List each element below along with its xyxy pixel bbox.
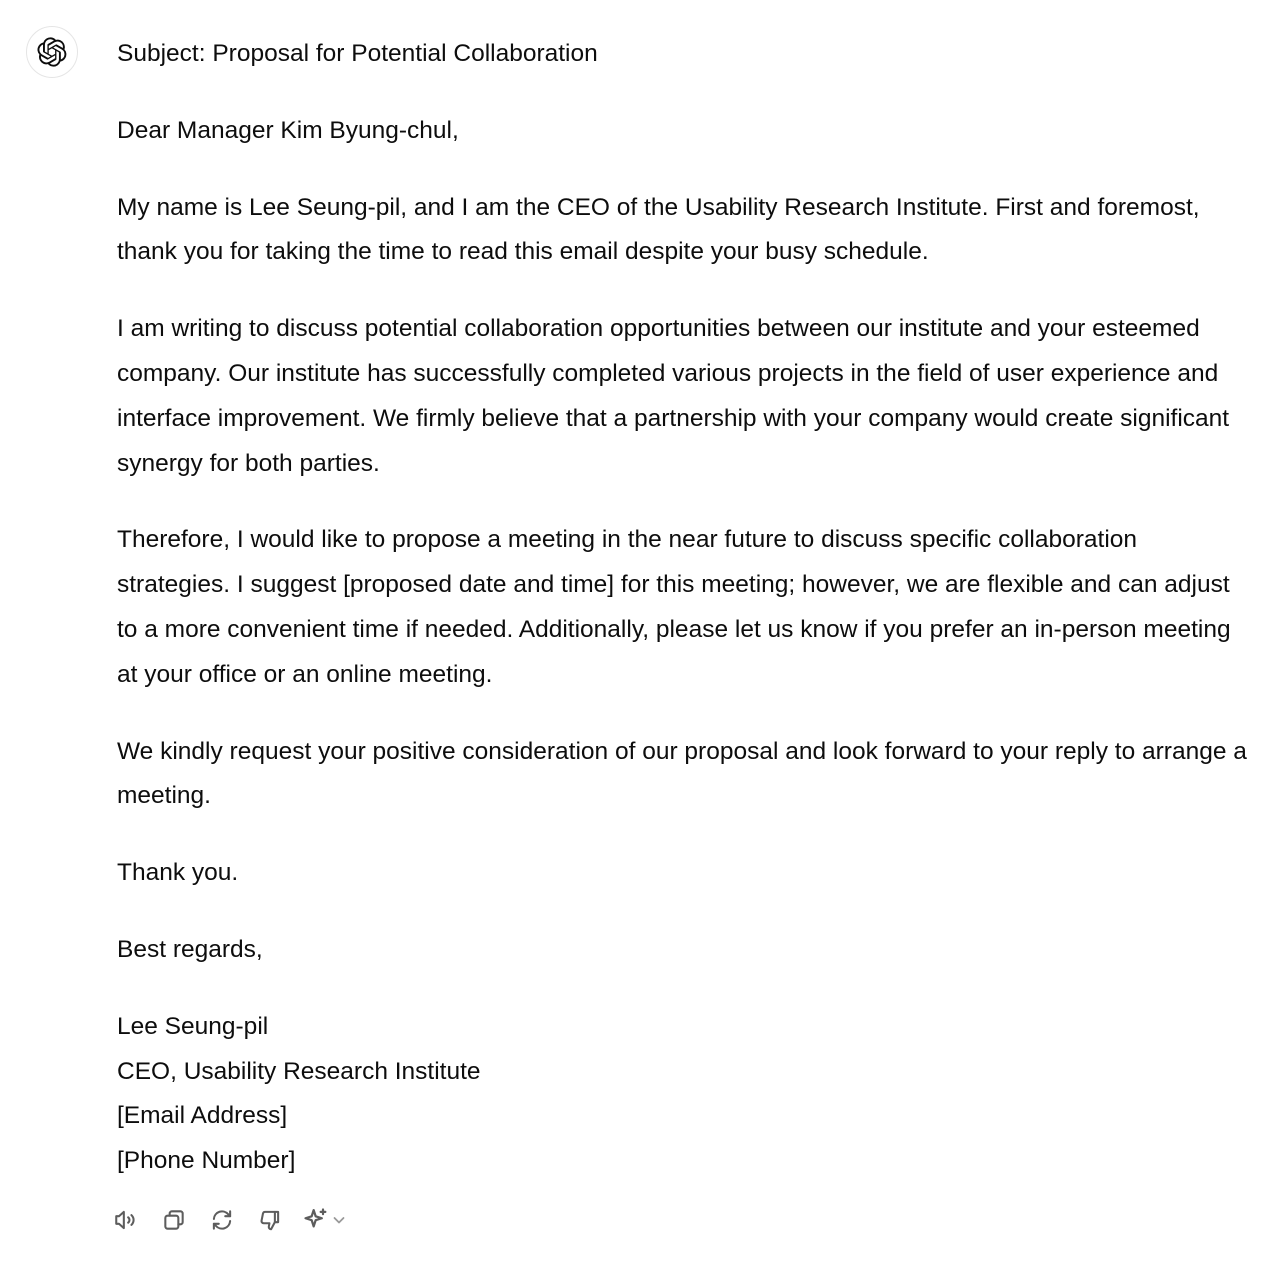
switch-model-button[interactable] [302, 1204, 347, 1236]
signature-name: Lee Seung-pil [117, 1012, 269, 1040]
email-paragraph-meeting: Therefore, I would like to propose a meeting in the near future to discuss specific collaboration strategies. I suggest [proposed date and time] for this meeting; however, we are flexible and can adjust to a more convenient time if needed. Additionally, please let us know if you prefer an in-person meeting at your office or an online meeting. [117, 526, 1231, 688]
signature-title: CEO, Usability Research Institute [117, 1057, 481, 1085]
email-closing: Best regards, [117, 935, 263, 963]
sparkle-icon [302, 1206, 330, 1234]
assistant-message [117, 32, 1247, 1184]
email-paragraph-request: We kindly request your positive consideration of our proposal and look forward to your reply to arrange a meeting. [117, 737, 1247, 810]
email-thanks: Thank you. [117, 859, 239, 887]
openai-logo-icon [37, 37, 67, 67]
email-greeting: Dear Manager Kim Byung-chul, [117, 116, 459, 144]
copy-button[interactable] [158, 1204, 190, 1236]
refresh-icon [209, 1207, 235, 1233]
email-signature [117, 1005, 1247, 1184]
copy-icon [161, 1207, 187, 1233]
read-aloud-button[interactable] [110, 1204, 142, 1236]
email-paragraph-intro: My name is Lee Seung-pil, and I am the CEO of the Usability Research Institute. First and foremost, thank you for taking the time to read this email despite your busy schedule. [117, 193, 1200, 266]
signature-phone: [Phone Number] [117, 1147, 296, 1175]
speaker-icon [113, 1207, 139, 1233]
chevron-down-icon [331, 1212, 347, 1228]
email-subject: Subject: Proposal for Potential Collaboration [117, 40, 598, 67]
bad-response-button[interactable] [254, 1204, 286, 1236]
regenerate-button[interactable] [206, 1204, 238, 1236]
thumbs-down-icon [257, 1207, 283, 1233]
assistant-avatar [26, 26, 78, 78]
email-paragraph-proposal: I am writing to discuss potential collaboration opportunities between our institute and your esteemed company. Our institute has successfully completed various projects in the field of user experience and interface improvement. We firmly believe that a partnership with your company would create significant synergy for both parties. [117, 315, 1230, 477]
signature-email: [Email Address] [117, 1102, 288, 1130]
message-action-bar [110, 1204, 347, 1236]
